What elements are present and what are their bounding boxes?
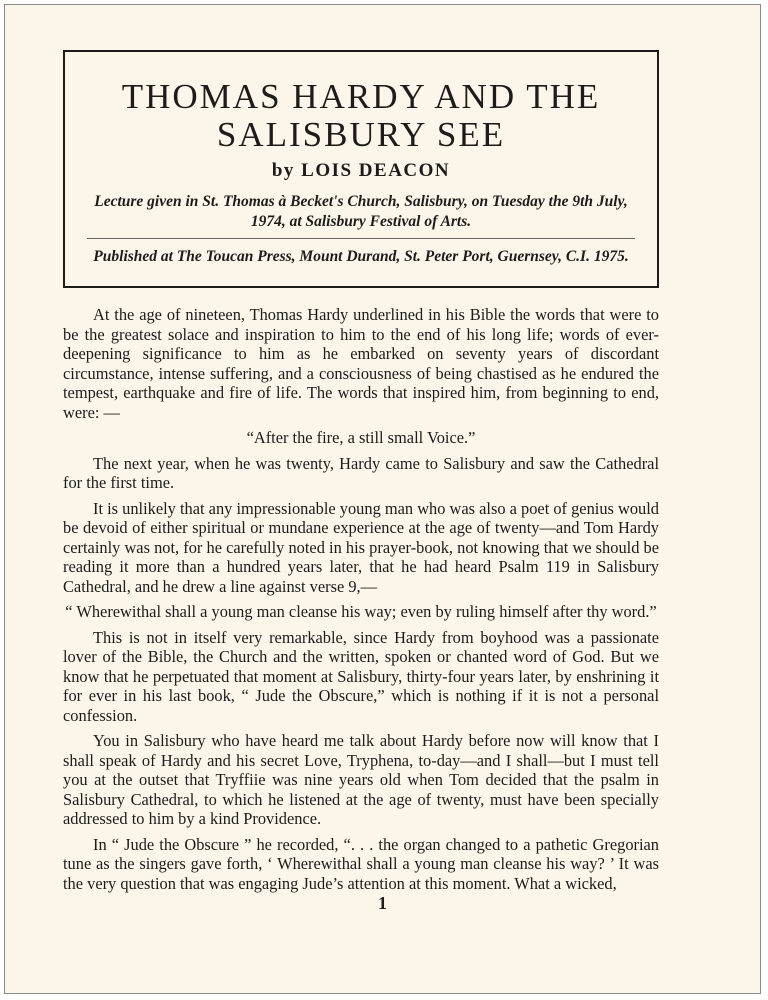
document-page <box>4 4 761 994</box>
lecture-note: Lecture given in St. Thomas à Becket's Church, Salisbury, on Tuesday the 9th July, 1974, at Salisbury Festival of Arts. <box>94 193 628 230</box>
title-divider <box>87 238 635 239</box>
document-title: THOMAS HARDY AND THE SALISBURY SEE <box>121 77 601 154</box>
paragraph: It is unlikely that any impressionable young man who was also a poet of genius would be devoid of either spiritual or mundane experience at the age of twenty—and Tom Hardy certainly was not, for he carefully noted in his prayer-book, not knowing that we should be reading it more than a hundred years later, that he had heard Psalm 119 in Salisbury Cathedral, and he drew a line against verse 9,— <box>63 498 659 596</box>
page-number: 1 <box>378 893 387 913</box>
paragraph: This is not in itself very remarkable, since Hardy from boyhood was a passionate lover of the Bible, the Church and the written, spoken or chanted word of God. But we know that he perpetuated that moment at Salisbury, thirty-four years later, by enshrining it for ever in his last book, “ Jude the Obscure,” which is nothing if it is not a personal confession. <box>63 627 659 725</box>
title-box <box>63 50 659 288</box>
body-text <box>63 305 659 899</box>
block-quote: “After the fire, a still small Voice.” <box>246 428 476 447</box>
author-byline: by LOIS DEACON <box>271 160 451 181</box>
paragraph: In “ Jude the Obscure ” he recorded, “. . . the organ changed to a pathetic Gregorian tune as the singers gave forth, ‘ Wherewithal shall a young man cleanse his way? ’ It was the very question that was engaging Jude’s attention at this moment. What a wicked, <box>63 834 659 893</box>
paragraph: The next year, when he was twenty, Hardy came to Salisbury and saw the Cathedral for the first time. <box>63 453 659 492</box>
block-quote: “ Wherewithal shall a young man cleanse his way; even by ruling himself after thy word.” <box>65 602 657 621</box>
publication-note: Published at The Toucan Press, Mount Durand, St. Peter Port, Guernsey, C.I. 1975. <box>93 248 629 265</box>
paragraph: At the age of nineteen, Thomas Hardy underlined in his Bible the words that were to be the greatest solace and inspiration to him to the end of his long life; words of ever-deepening significance to him as he embarked on seventy years of discordant circumstance, intense suffering, and a consciousness of being chastised as he endured the tempest, earthquake and fire of life. The words that inspired him, from beginning to end, were: — <box>63 305 659 422</box>
paragraph: You in Salisbury who have heard me talk about Hardy before now will know that I shall speak of Hardy and his secret Love, Tryphena, to-day—and I shall—but I must tell you at the outset that Tryffiie was nine years old when Tom decided that the psalm in Salisbury Cathedral, to which he listened at the age of twenty, must have been specially addressed to him by a kind Providence. <box>63 731 659 828</box>
